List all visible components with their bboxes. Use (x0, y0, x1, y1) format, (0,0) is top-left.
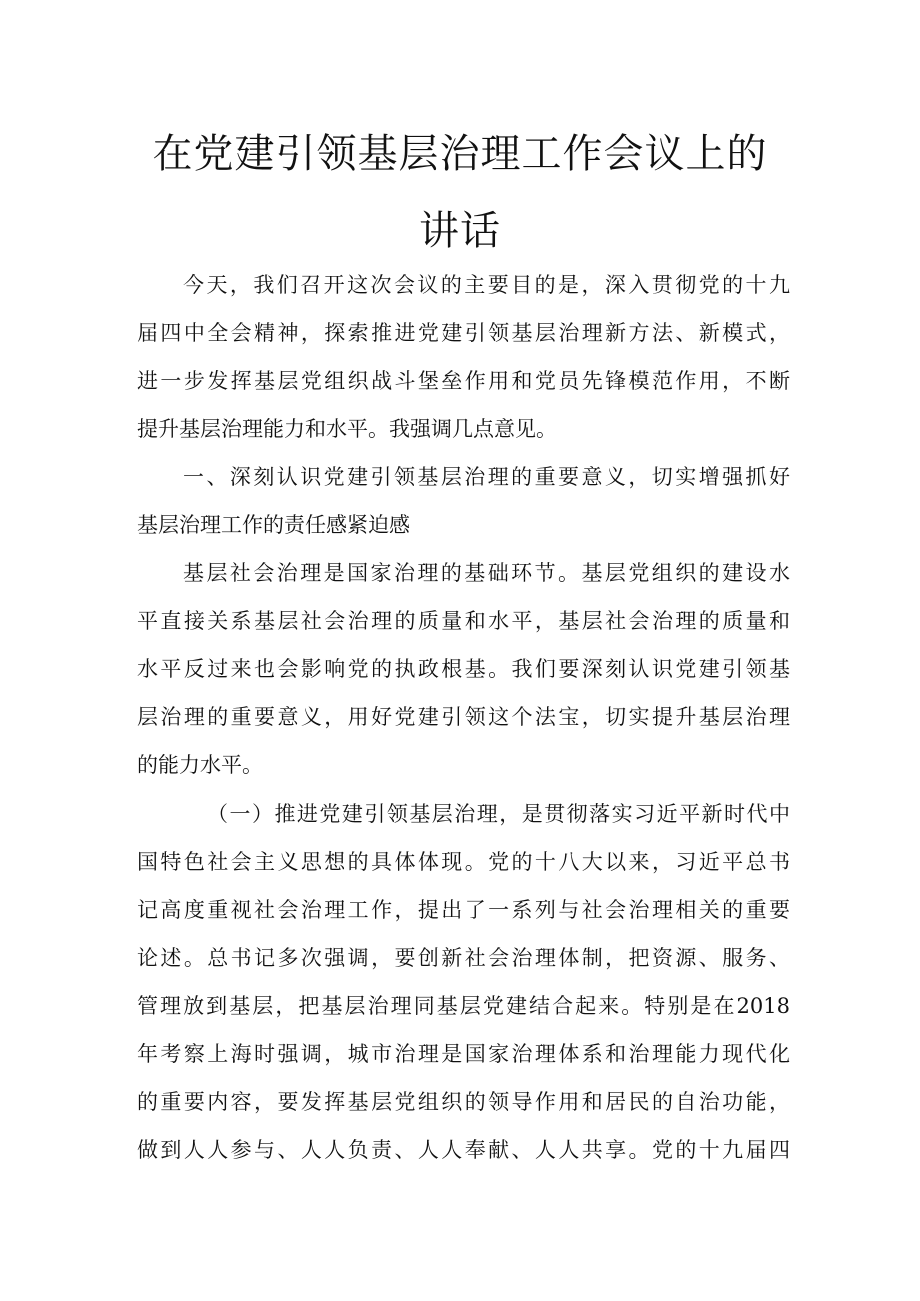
document-title-line-2: 讲话 (419, 208, 501, 254)
paragraph-1-line-1: 今天，我们召开这次会议的主要目的是，深入贯彻党的十九 (183, 273, 790, 297)
paragraph-3-line-6: 年考察上海时强调，城市治理是国家治理体系和治理能力现代化 (137, 1042, 790, 1066)
paragraph-2-line-2: 平直接关系基层社会治理的质量和水平，基层社会治理的质量和 (137, 609, 790, 633)
paragraph-2-line-1: 基层社会治理是国家治理的基础环节。基层党组织的建设水 (183, 561, 790, 585)
section-heading-line-1: 一、深刻认识党建引领基层治理的重要意义，切实增强抓好 (183, 465, 790, 489)
paragraph-3-line-7: 的重要内容，要发挥基层党组织的领导作用和居民的自治功能， (137, 1090, 790, 1114)
paragraph-1-line-2: 届四中全会精神，探索推进党建引领基层治理新方法、新模式， (137, 321, 790, 345)
paragraph-3-line-4: 论述。总书记多次强调，要创新社会治理体制，把资源、服务、 (137, 946, 790, 970)
document-title-line-1: 在党建引领基层治理工作会议上的 (152, 131, 768, 177)
paragraph-3-line-2: 国特色社会主义思想的具体体现。党的十八大以来，习近平总书 (137, 850, 790, 874)
paragraph-3-line-1: （一）推进党建引领基层治理，是贯彻落实习近平新时代中 (207, 802, 790, 826)
paragraph-1-line-4: 提升基层治理能力和水平。我强调几点意见。 (137, 417, 557, 441)
paragraph-3-line-5: 管理放到基层，把基层治理同基层党建结合起来。特别是在2018 (137, 994, 790, 1018)
paragraph-2-line-3: 水平反过来也会影响党的执政根基。我们要深刻认识党建引领基 (137, 657, 790, 681)
paragraph-1-line-3: 进一步发挥基层党组织战斗堡垒作用和党员先锋模范作用，不断 (137, 369, 790, 393)
paragraph-2-line-5: 的能力水平。 (137, 753, 263, 777)
paragraph-3-line-8: 做到人人参与、人人负责、人人奉献、人人共享。党的十九届四 (137, 1138, 790, 1162)
section-heading-line-2: 基层治理工作的责任感紧迫感 (137, 513, 410, 537)
paragraph-3-line-3: 记高度重视社会治理工作，提出了一系列与社会治理相关的重要 (137, 898, 790, 922)
paragraph-2-line-4: 层治理的重要意义，用好党建引领这个法宝，切实提升基层治理 (137, 705, 790, 729)
